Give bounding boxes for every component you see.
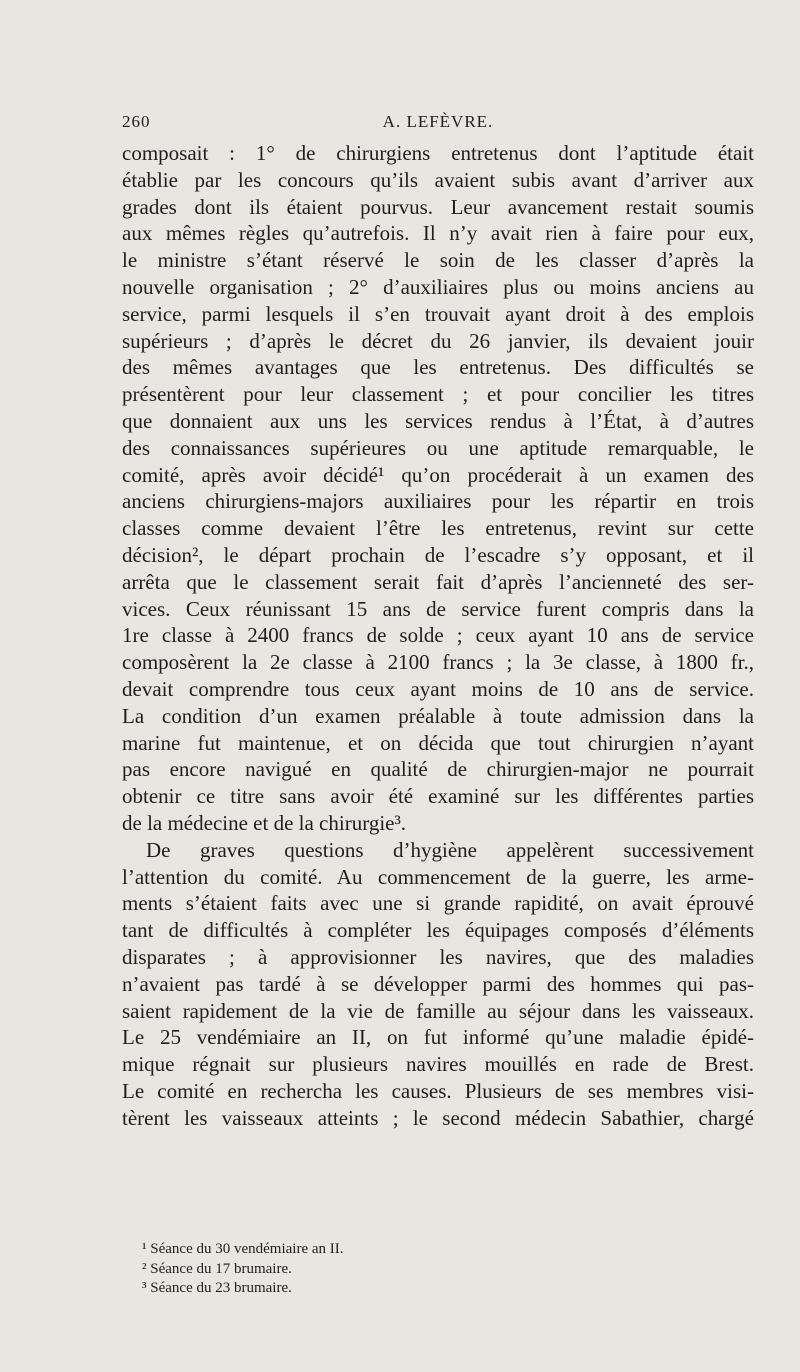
text-line: saient rapidement de la vie de famille au séjour dans les vaisseaux. bbox=[122, 998, 754, 1023]
text-line: n’avaient pas tardé à se développer parmi des hommes qui pas- bbox=[122, 971, 754, 996]
body-text bbox=[122, 140, 754, 1131]
footnote: ³ Séance du 23 brumaire. bbox=[142, 1280, 292, 1296]
text-line: comité, après avoir décidé¹ qu’on procéderait à un examen des bbox=[122, 462, 754, 487]
text-line: composèrent la 2e classe à 2100 francs ; la 3e classe, à 1800 fr., bbox=[122, 650, 754, 675]
text-line: tèrent les vaisseaux atteints ; le second médecin Sabathier, chargé bbox=[122, 1105, 754, 1130]
text-line: disparates ; à approvisionner les navires, que des maladies bbox=[122, 944, 754, 969]
text-line: Le comité en rechercha les causes. Plusieurs de ses membres visi- bbox=[122, 1078, 754, 1103]
text-line: des mêmes avantages que les entretenus. Des difficultés se bbox=[122, 355, 754, 380]
text-line: aux mêmes règles qu’autrefois. Il n’y avait rien à faire pour eux, bbox=[122, 221, 754, 246]
text-line: marine fut maintenue, et on décida que tout chirurgien n’ayant bbox=[122, 730, 754, 755]
text-line: composait : 1° de chirurgiens entretenus dont l’aptitude était bbox=[122, 141, 754, 165]
text-line: des connaissances supérieures ou une aptitude remarquable, le bbox=[122, 435, 754, 460]
text-line: que donnaient aux uns les services rendus à l’État, à d’autres bbox=[122, 408, 754, 433]
text-line: présentèrent pour leur classement ; et pour concilier les titres bbox=[122, 382, 754, 407]
text-line: établie par les concours qu’ils avaient subis avant d’arriver aux bbox=[122, 167, 754, 192]
text-line: grades dont ils étaient pourvus. Leur avancement restait soumis bbox=[122, 194, 754, 219]
text-line: service, parmi lesquels il s’en trouvait ayant droit à des emplois bbox=[122, 301, 754, 326]
paragraph-start-line: De graves questions d’hygiène appelèrent successivement bbox=[146, 837, 754, 862]
text-line: nouvelle organisation ; 2° d’auxiliaires plus ou moins anciens au bbox=[122, 274, 754, 299]
footnotes bbox=[142, 1240, 542, 1299]
text-line: Le 25 vendémiaire an II, on fut informé qu’une maladie épidé- bbox=[122, 1025, 754, 1050]
text-line: arrêta que le classement serait fait d’après l’ancienneté des ser- bbox=[122, 569, 754, 594]
text-line: vices. Ceux réunissant 15 ans de service furent compris dans la bbox=[122, 596, 754, 621]
text-line: classes comme devaient l’être les entretenus, revint sur cette bbox=[122, 516, 754, 541]
text-line: tant de difficultés à compléter les équipages composés d’éléments bbox=[122, 918, 754, 943]
text-line: mique régnait sur plusieurs navires mouillés en rade de Brest. bbox=[122, 1052, 754, 1077]
text-line: supérieurs ; d’après le décret du 26 janvier, ils devaient jouir bbox=[122, 328, 754, 353]
text-line: anciens chirurgiens-majors auxiliaires pour les répartir en trois bbox=[122, 489, 754, 514]
text-line: devait comprendre tous ceux ayant moins de 10 ans de service. bbox=[122, 676, 754, 701]
text-line: obtenir ce titre sans avoir été examiné sur les différentes parties bbox=[122, 784, 754, 809]
running-header bbox=[122, 112, 754, 136]
text-line: décision², le départ prochain de l’escadre s’y opposant, et il bbox=[122, 542, 754, 567]
text-line: 1re classe à 2400 francs de solde ; ceux ayant 10 ans de service bbox=[122, 623, 754, 648]
text-line: l’attention du comité. Au commencement de la guerre, les arme- bbox=[122, 864, 754, 889]
footnote: ¹ Séance du 30 vendémiaire an II. bbox=[142, 1241, 344, 1257]
paragraph-end-line: de la médecine et de la chirurgie³. bbox=[122, 810, 407, 835]
footnote: ² Séance du 17 brumaire. bbox=[142, 1260, 292, 1277]
text-line: La condition d’un examen préalable à toute admission dans la bbox=[122, 703, 754, 728]
running-header-author: A. LEFÈVRE. bbox=[382, 112, 494, 131]
text-line: pas encore navigué en qualité de chirurgien-major ne pourrait bbox=[122, 757, 754, 782]
text-line: le ministre s’étant réservé le soin de les classer d’après la bbox=[122, 248, 754, 273]
text-line: ments s’étaient faits avec une si grande rapidité, on avait éprouvé bbox=[122, 891, 754, 916]
page-number: 260 bbox=[122, 112, 151, 131]
